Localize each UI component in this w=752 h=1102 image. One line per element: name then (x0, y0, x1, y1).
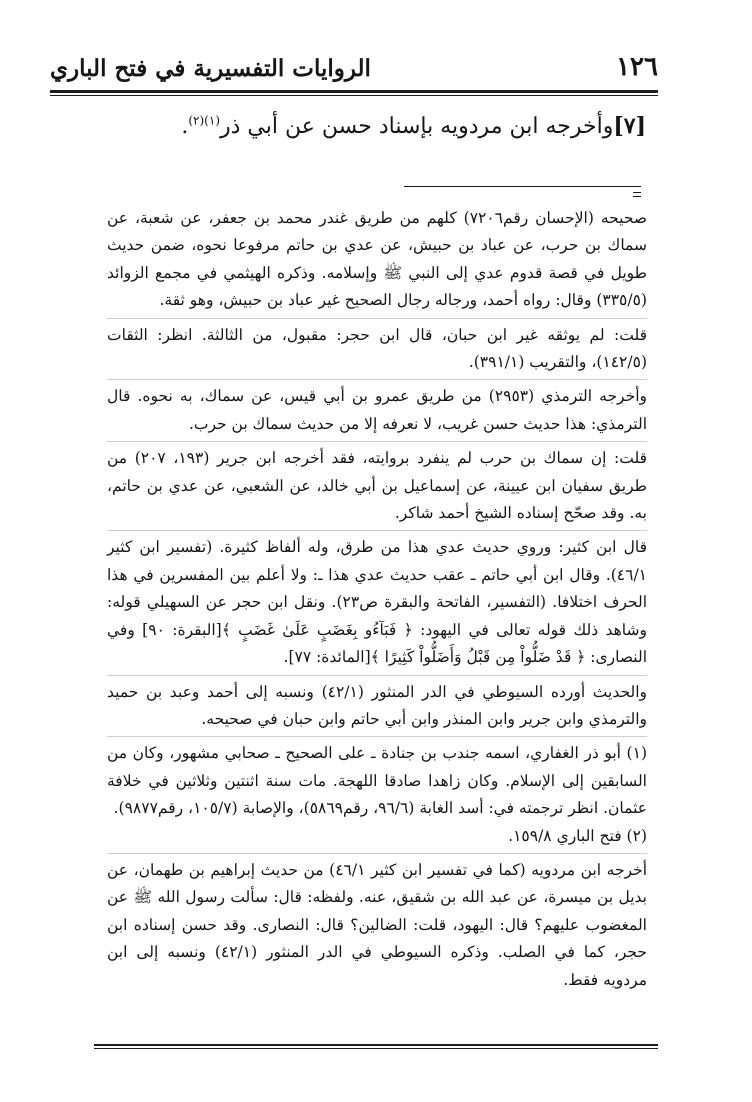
divider (107, 318, 647, 319)
note-paragraph: صحيحه (الإحسان رقم٧٢٠٦) كلهم من طريق غندر محمد بن جعفر، عن شعبة، عن سماك بن حرب، عن عباد بن حبيش، عن عدي بن حاتم مرفوعا نحوه، ضمن حديث طويل في قصة قدوم عدي إلى النبي ﷺ وإسلامه. وذكره الهيثمي في مجمع الزوائد (٣٣٥/٥) وقال: رواه أحمد، ورجاله رجال الصحيح غير عباد بن حبيش، وهو ثقة. (107, 209, 647, 310)
note-paragraph: قلت: إن سماك بن حرب لم ينفرد بروايته، فقد أخرجه ابن جرير (١٩٣، ٢٠٧) من طريق سفيان ابن عيينة، عن إسماعيل بن أبي خالد، عن الشعبي، عن عدي بن حاتم، به. وقد صحّح إسناده الشيخ أحمد شاكر. (107, 449, 647, 523)
note-paragraph: وأخرجه الترمذي (٢٩٥٣) من طريق عمرو بن أبي قيس، عن سماك، به نحوه. قال الترمذي: هذا حديث حسن غريب، لا نعرفه إلا من حديث سماك بن حرب. (107, 387, 647, 433)
notes-block (107, 205, 647, 994)
footnote-1: (١) أبو ذر الغفاري، اسمه جندب بن جنادة ـ على الصحيح ـ صحابي مشهور، وكان من السابقين إلى الإسلام. وكان زاهدا صادقا اللهجة. مات سنة اثنتين وثلاثين في خلافة عثمان. انظر ترجمته في: أسد الغابة (٩٦/٦، رقم٥٨٦٩)، والإصابة (١٠٥/٧، رقم٩٨٧٧). (107, 744, 647, 818)
note-paragraph: قلت: لم يوثقه غير ابن حبان، قال ابن حجر: مقبول، من الثالثة. انظر: الثقات (١٤٢/٥)، والتقريب (٣٩١/١). (107, 325, 647, 372)
note-paragraph: قال ابن كثير: وروي حديث عدي هذا من طرق، وله ألفاظ كثيرة. (تفسير ابن كثير ٤٦/١). وقال ابن أبي حاتم ـ عقب حديث عدي هذا ـ: ولا أعلم بين المفسرين في هذا الحرف اختلافا. (التفسير، الفاتحة والبقرة ص٢٣). ونقل ابن حجر عن السهيلي قوله: وشاهد ذلك قوله تعالى في اليهود: ﴿ فَبَآءُو بِغَضَبٍ عَلَىٰ غَضَبٍ ﴾[البقرة: ٩٠] وفي النصارى: ﴿ قَدْ ضَلُّواْ مِن قَبْلُ وَأَضَلُّواْ كَثِيرًا ﴾[المائدة: ٧٧]. (107, 538, 648, 667)
page-header (50, 50, 658, 90)
footnote-refs: (١)(٢) (188, 113, 221, 128)
note-paragraph: أخرجه ابن مردويه (كما في تفسير ابن كثير ٤٦/١) من حديث إبراهيم بن طهمان، عن بديل بن ميسرة، عن عبد الله بن شقيق، عنه. ولفظه: قال: سألت رسول الله ﷺ عن المغضوب عليهم؟ قال: اليهود، قلت: الضالين؟ قال: النصارى. وقد حسن إسناده ابن حجر، كما في الصلب. وذكره السيوطي في الدر المنثور (٤٢/١) ونسبه إلى ابن مردويه فقط. (107, 860, 647, 989)
divider (107, 530, 647, 531)
bottom-rule (94, 1044, 658, 1049)
separator-mark (633, 196, 641, 197)
divider (107, 853, 647, 854)
running-title: الروايات التفسيرية في فتح الباري (50, 55, 371, 82)
divider (107, 675, 647, 676)
footnote-separator (404, 186, 641, 187)
item-number: [٧] (613, 113, 646, 139)
divider (107, 736, 647, 737)
main-text-end: . (181, 114, 189, 139)
page-number: ١٢٦ (616, 52, 658, 82)
main-text: وأخرجه ابن مردويه بإسناد حسن عن أبي ذر (220, 114, 614, 139)
separator-mark (633, 192, 641, 193)
note-paragraph: والحديث أورده السيوطي في الدر المنثور (٤٢/١) ونسبه إلى أحمد وعبد بن حميد والترمذي وابن جرير وابن المنذر وابن أبي حاتم وابن حبان في صحيحه. (107, 682, 647, 728)
main-text-line (181, 108, 646, 145)
divider (107, 379, 647, 380)
divider (107, 441, 647, 442)
footnote-2: (٢) فتح الباري ١٥٩/٨. (508, 826, 647, 845)
header-rule (50, 90, 658, 96)
